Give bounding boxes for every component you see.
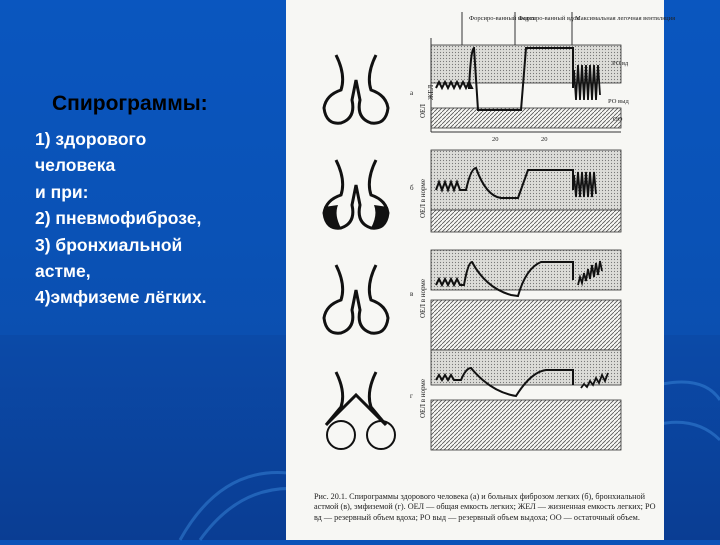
panel-letter: б (410, 184, 414, 192)
header-forced-exhale: Форсиро-ванный выдох (469, 15, 536, 22)
time-label: 20 (492, 136, 499, 143)
side-label: ОЕЛ в норме (419, 379, 427, 418)
time-label: 20 (541, 136, 548, 143)
spirogram-panel-d (431, 350, 621, 450)
spirogram-diagram (286, 0, 676, 540)
slide-title: Спирограммы: (52, 92, 208, 115)
panel-letter: г (410, 392, 413, 400)
spirogram-figure (286, 0, 676, 540)
list-item: и при: (35, 181, 89, 202)
list-item: 1) здорового (35, 129, 147, 149)
header-forced-inhale: Форсиро-ванный вдох (518, 15, 580, 22)
right-label: РО вд (612, 60, 629, 67)
side-label: ОЕЛ в норме (419, 179, 427, 218)
figure-caption: Рис. 20.1. Спирограммы здорового человека (а) и больных фиброзом легких (б), бронхиальной астмой (в), эмфиземой (г). ОЕЛ — общая емкость легких; ЖЕЛ — жизненная емкость легких; РО вд — резервный объем вдоха; РО выд — резервный объем выдоха; ОО — остаточный объем. (314, 492, 656, 522)
header-max-ventilation: Максимальная легочная вентиляция (575, 15, 676, 22)
right-label: РО выд (608, 98, 629, 105)
list-item: человека (35, 155, 116, 176)
side-label: ОЕЛ (419, 104, 427, 118)
side-label: ОЕЛ в норме (419, 279, 427, 318)
panel-letter: а (410, 89, 414, 97)
lung-drawings (324, 55, 388, 425)
list-item: 2) пневмофиброзе, (35, 208, 202, 229)
spirogram-panel-b (431, 150, 621, 232)
side-label: ЖЕЛ (427, 84, 435, 100)
slide-list (35, 126, 285, 311)
list-item: 3) бронхиальной (35, 234, 183, 255)
spirogram-panel-c (431, 250, 621, 350)
list-item: 4)эмфиземе лёгких. (35, 287, 207, 308)
right-label: ОО (613, 116, 623, 123)
list-item: астме, (35, 261, 91, 282)
spirogram-panel-a (431, 38, 621, 132)
panel-letter: в (410, 290, 414, 298)
